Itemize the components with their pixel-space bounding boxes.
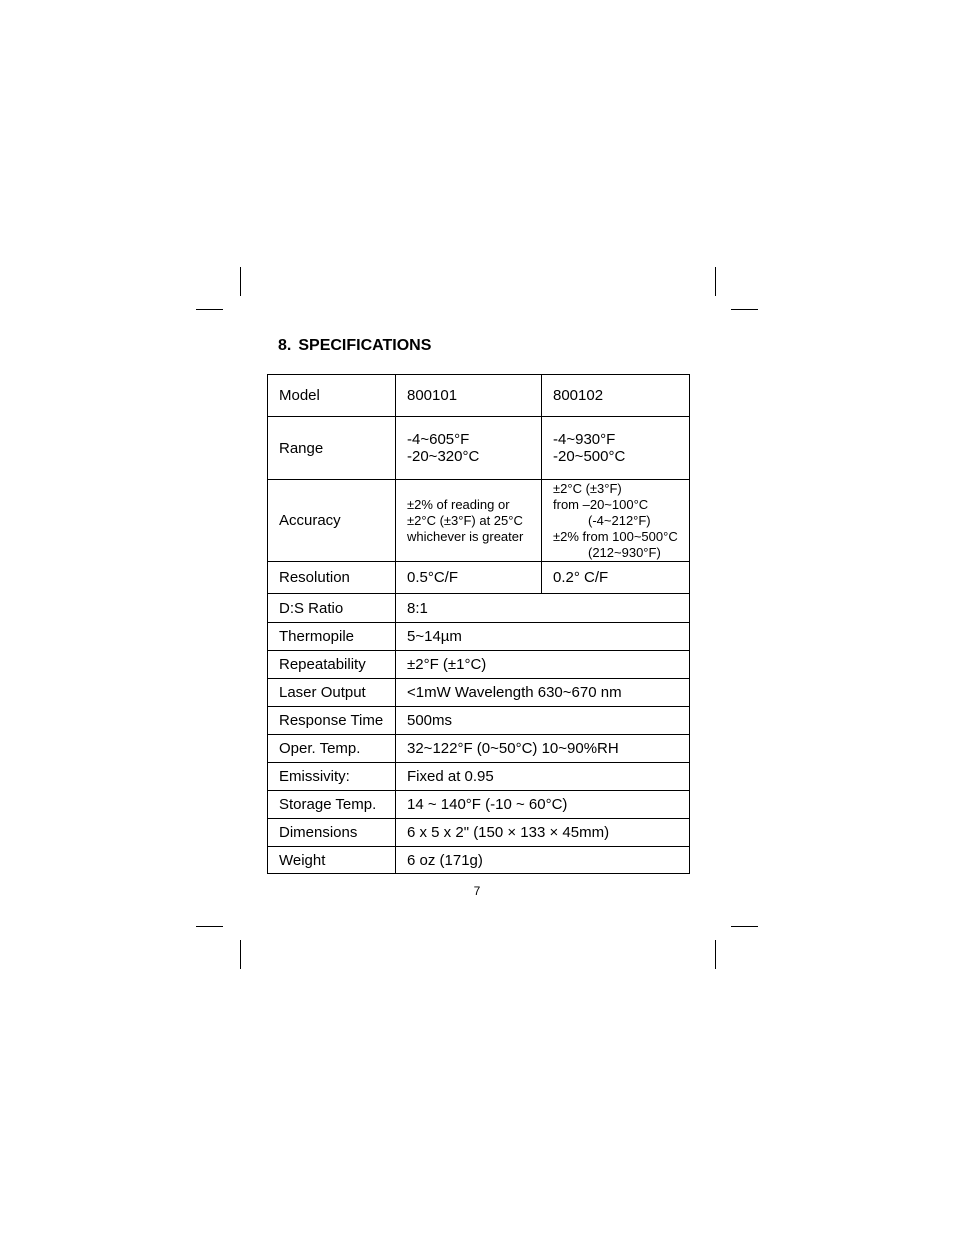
table-row bbox=[268, 679, 690, 707]
row-label: D:S Ratio bbox=[268, 594, 396, 623]
row-label: Laser Output bbox=[268, 679, 396, 707]
resolution-col2: 0.2° C/F bbox=[542, 562, 690, 594]
range-col2-line: -20~500°C bbox=[553, 448, 626, 465]
row-value: <1mW Wavelength 630~670 nm bbox=[396, 679, 690, 707]
crop-mark-top-left-horizontal bbox=[196, 309, 223, 310]
row-label: Dimensions bbox=[268, 819, 396, 847]
table-row bbox=[268, 623, 690, 651]
row-label: Accuracy bbox=[268, 480, 396, 562]
range-col1-line: -20~320°C bbox=[407, 448, 480, 465]
table-row bbox=[268, 375, 690, 417]
table-row bbox=[268, 417, 690, 480]
crop-mark-bottom-left-horizontal bbox=[196, 926, 223, 927]
table-row bbox=[268, 594, 690, 623]
accuracy-col2-line: ±2°C (±3°F) bbox=[553, 480, 622, 496]
row-value: 32~122°F (0~50°C) 10~90%RH bbox=[396, 735, 690, 763]
accuracy-col1-line: ±2°C (±3°F) at 25°C bbox=[407, 512, 523, 528]
row-label: Repeatability bbox=[268, 651, 396, 679]
row-value: Fixed at 0.95 bbox=[396, 763, 690, 791]
model-col2: 800102 bbox=[542, 375, 690, 417]
row-value: 14 ~ 140°F (-10 ~ 60°C) bbox=[396, 791, 690, 819]
row-value: 6 x 5 x 2" (150 × 133 × 45mm) bbox=[396, 819, 690, 847]
crop-mark-bottom-right-vertical bbox=[715, 940, 716, 969]
range-col1 bbox=[396, 417, 542, 480]
accuracy-col2-line: from –20~100°C bbox=[553, 496, 649, 512]
table-row bbox=[268, 707, 690, 735]
table-row bbox=[268, 651, 690, 679]
crop-mark-top-left-vertical bbox=[240, 267, 241, 296]
section-title: SPECIFICATIONS bbox=[298, 337, 432, 354]
section-number: 8. bbox=[278, 337, 292, 354]
row-label: Weight bbox=[268, 847, 396, 874]
crop-mark-bottom-right-horizontal bbox=[731, 926, 758, 927]
row-value: 5~14µm bbox=[396, 623, 690, 651]
row-label: Oper. Temp. bbox=[268, 735, 396, 763]
table-row bbox=[268, 562, 690, 594]
row-value: 500ms bbox=[396, 707, 690, 735]
row-label: Model bbox=[268, 375, 396, 417]
range-col1-line: -4~605°F bbox=[407, 431, 470, 448]
table-row bbox=[268, 735, 690, 763]
row-label: Emissivity: bbox=[268, 763, 396, 791]
row-label: Thermopile bbox=[268, 623, 396, 651]
row-value: 8:1 bbox=[396, 594, 690, 623]
row-label: Range bbox=[268, 417, 396, 480]
table-row bbox=[268, 480, 690, 562]
resolution-col1: 0.5°C/F bbox=[396, 562, 542, 594]
accuracy-col2-line: (212~930°F) bbox=[588, 544, 661, 560]
table-row bbox=[268, 847, 690, 874]
range-col2-line: -4~930°F bbox=[553, 431, 616, 448]
row-value: ±2°F (±1°C) bbox=[396, 651, 690, 679]
page-number: 7 bbox=[473, 884, 481, 898]
section-heading bbox=[278, 337, 431, 355]
accuracy-col2 bbox=[542, 480, 690, 562]
range-col2 bbox=[542, 417, 690, 480]
crop-mark-top-right-horizontal bbox=[731, 309, 758, 310]
row-label: Storage Temp. bbox=[268, 791, 396, 819]
row-label: Response Time bbox=[268, 707, 396, 735]
table-row bbox=[268, 819, 690, 847]
table-row bbox=[268, 763, 690, 791]
accuracy-col2-line: ±2% from 100~500°C bbox=[553, 528, 678, 544]
model-col1: 800101 bbox=[396, 375, 542, 417]
accuracy-col1-line: ±2% of reading or bbox=[407, 496, 510, 512]
accuracy-col1 bbox=[396, 480, 542, 562]
specifications-table bbox=[267, 374, 690, 874]
crop-mark-top-right-vertical bbox=[715, 267, 716, 296]
row-label: Resolution bbox=[268, 562, 396, 594]
accuracy-col2-line: (-4~212°F) bbox=[588, 512, 651, 528]
accuracy-col1-line: whichever is greater bbox=[407, 528, 524, 544]
table-row bbox=[268, 791, 690, 819]
crop-mark-bottom-left-vertical bbox=[240, 940, 241, 969]
row-value: 6 oz (171g) bbox=[396, 847, 690, 874]
